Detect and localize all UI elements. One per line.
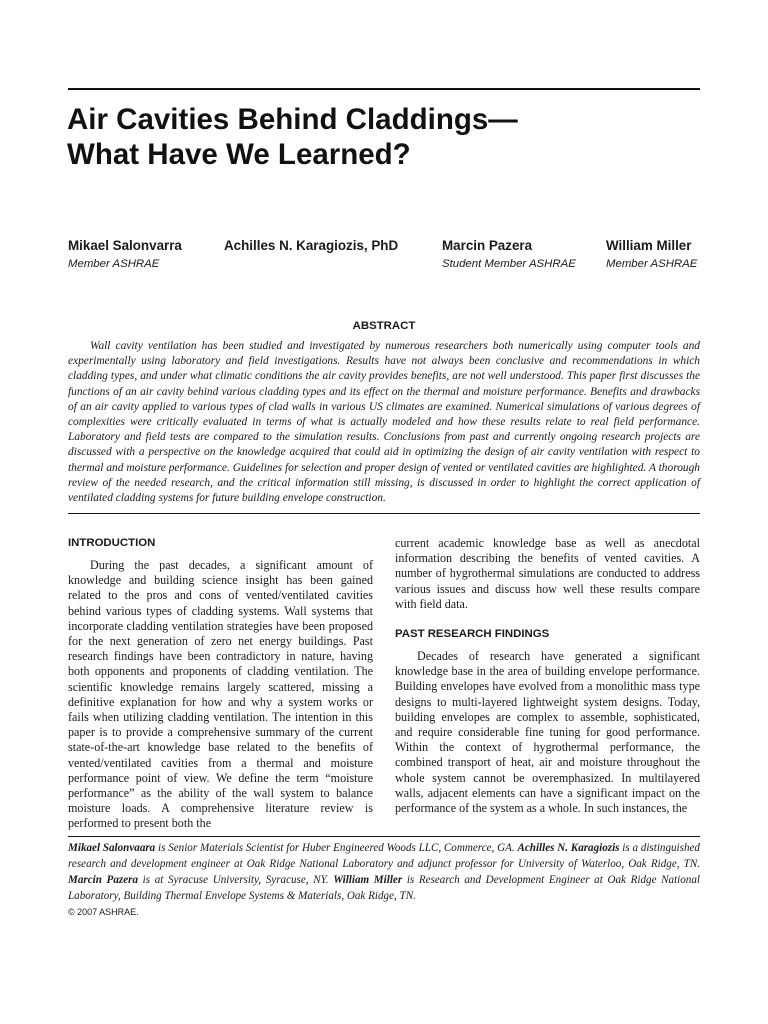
left-column (68, 536, 373, 832)
abstract-text: Wall cavity ventilation has been studied and investigated by numerous researchers both numerically using computer tools and experimentally using laboratory and field investigations. Results have not always been conclusive and recommendations in which cladding types, and under what climatic conditions the air cavity provides benefits, are not well understood. This paper first discusses the functions of an air cavity behind various cladding types and its effect on the thermal and moisture performance. Benefits and drawbacks of an air cavity applied to various types of clad walls in various US climates are examined. Numerical simulations of various degrees of complexities were critically evaluated in terms of what is actually modeled and how these results relate to real field performance. Laboratory and field tests are compared to the simulation results. Conclusions from past and currently ongoing research projects are discussed with a perspective on the knowledge acquired that could aid in optimizing the design of air cavity ventilation with respect to thermal and moisture performance. Guidelines for selection and proper design of vented or ventilated cavities are highlighted. A thorough review of the needed research, and the critical information still missing, is discussed in order to highlight the correct application of ventilated cladding systems for future building envelope construction. (68, 340, 700, 505)
introduction-paragraph: During the past decades, a significant amount of knowledge and building science insight has been gained related to the pros and cons of vented/ventilated cavities behind various types of cladding systems. Wall systems that incorporate cladding ventilation strategies have been proposed for the next generation of zero net energy buildings. Past research findings have been contradictory in nature, having both opponents and proponents of cladding ventilation. The scientific knowledge remains largely scattered, missing a definitive explanation for how and why a system works or fails when utilizing cladding ventilation. The intention in this paper is to provide a comprehensive summary of the current state-of-the-art knowledge base related to the benefits of vented/ventilated cavities from a thermal and moisture performance point of view. We define the term “moisture performance” as the ability of the wall system to balance moisture loads. A comprehensive literature review is performed to present both the (68, 558, 373, 831)
author-affiliation: Member ASHRAE (606, 258, 698, 270)
footnote-author-3: Marcin Pazera (68, 874, 138, 886)
author-name: Achilles N. Karagiozis, PhD (224, 238, 399, 253)
past-research-heading: PAST RESEARCH FINDINGS (395, 628, 550, 641)
title-line-2: What Have We Learned? (67, 138, 411, 171)
author-name: Mikael Salonvarra (68, 238, 182, 253)
author-affiliation: Student Member ASHRAE (442, 258, 576, 270)
paper-title (67, 102, 707, 172)
author-affiliation: Member ASHRAE (68, 258, 160, 270)
copyright: © 2007 ASHRAE. (68, 907, 139, 917)
author-2 (224, 238, 398, 256)
abstract-heading: ABSTRACT (352, 320, 416, 332)
introduction-continued: current academic knowledge base as well as anecdotal information describing the benefits of vented cavities. A number of hygrothermal simulations are conducted to address various issues and discuss how well these results compare with field data. (395, 536, 700, 611)
footnote-author-1: Mikael Salonvaara (68, 842, 156, 854)
footnote-text-3: is at Syracuse University, Syracuse, NY. (138, 874, 334, 886)
top-rule (68, 88, 700, 90)
footnote-text-2: is a distinguished research and development engineer at Oak Ridge National Laboratory and adjunct professor for University of Waterloo, Oak Ridge, TN. (68, 842, 700, 870)
author-name: Marcin Pazera (442, 238, 533, 253)
past-research-paragraph: Decades of research have generated a significant knowledge base in the area of building envelope performance. Building envelopes have evolved from a monolithic mass type designs to multi-layered lightweight system designs. Today, building envelopes are complex to assemble, sophisticated, and require considerable fine tuning for good performance. Within the context of hygrothermal performance, the combined transport of heat, air and moisture throughout the whole system cannot be overemphasized. In multilayered walls, adjacent elements can have a significant impact on the performance of the system as a whole. In such instances, the (395, 649, 700, 816)
footnote-text-4: is Research and Development Engineer at Oak Ridge National Laboratory, Building Thermal Envelope Systems & Materials, Oak Ridge, TN. (68, 874, 700, 902)
author-footnote (68, 840, 700, 904)
title-line-1: Air Cavities Behind Claddings— (67, 103, 518, 136)
abstract-divider (68, 513, 700, 514)
introduction-heading: INTRODUCTION (68, 537, 156, 549)
author-3 (442, 238, 576, 272)
footnote-divider (68, 836, 700, 837)
footnote-author-2: Achilles N. Karagiozis (517, 842, 620, 854)
footnote-text-1: is Senior Materials Scientist for Huber Engineered Woods LLC, Commerce, GA. (155, 842, 518, 854)
author-4 (606, 238, 697, 272)
author-name: William Miller (606, 238, 692, 253)
right-column (395, 536, 700, 816)
author-1 (68, 238, 182, 272)
footnote-author-4: William Miller (333, 874, 403, 886)
